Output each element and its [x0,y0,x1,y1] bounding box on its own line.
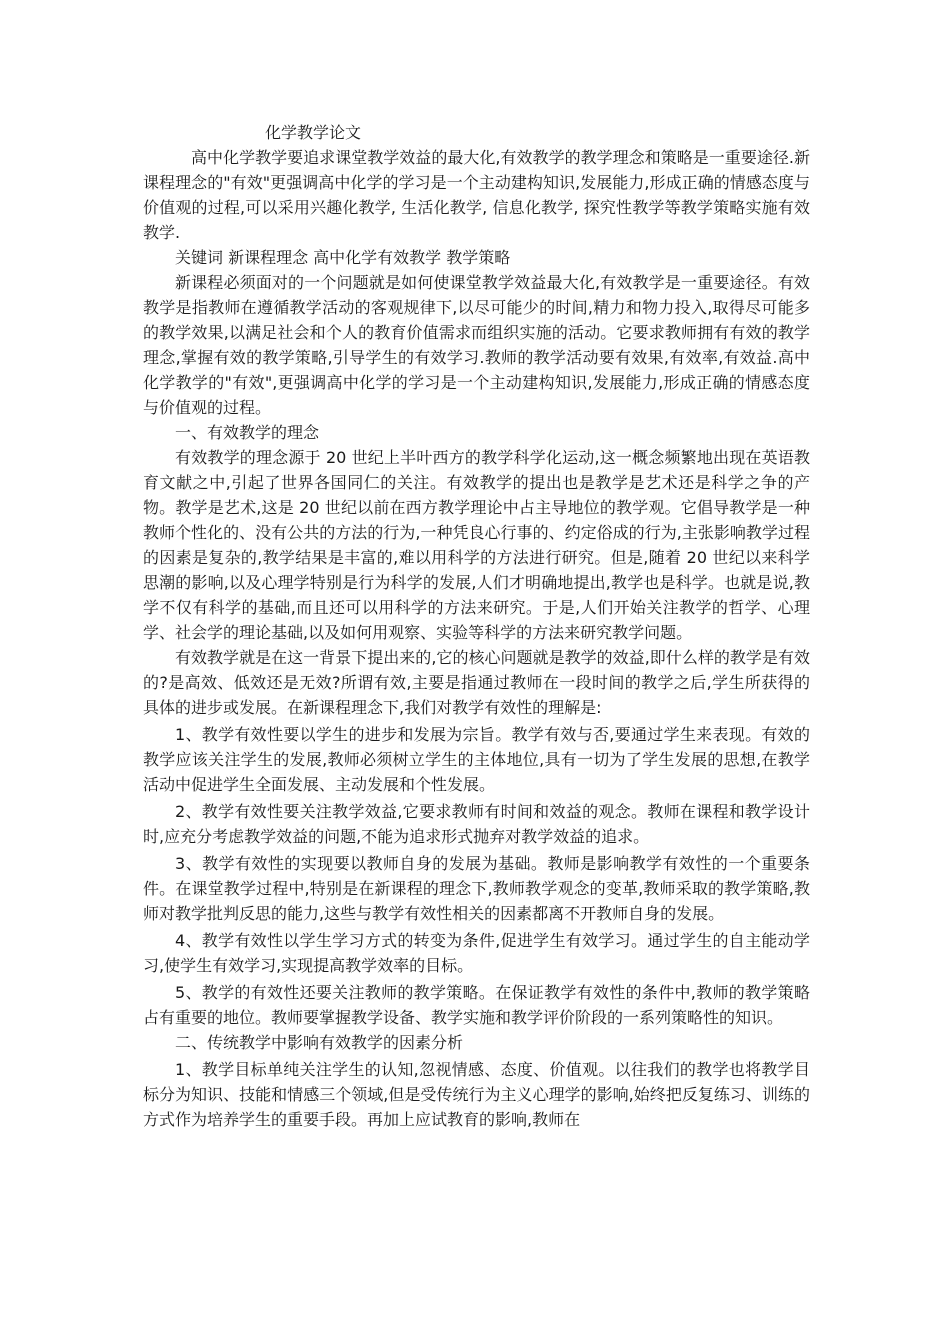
list-item: 4、教学有效性以学生学习方式的转变为条件,促进学生有效学习。通过学生的自主能动学习,使学生有效学习,实现提高教学效率的目标。 [143,931,810,975]
list-item: 3、教学有效性的实现要以教师自身的发展为基础。教师是影响教学有效性的一个重要条件。在课堂教学过程中,特别是在新课程的理念下,教师教学观念的变革,教师采取的教学策略,教师对教学批判反思的能力,这些与教学有效性相关的因素都离不开教师自身的发展。 [143,854,810,923]
body-paragraph: 新课程必须面对的一个问题就是如何使课堂教学效益最大化,有效教学是一重要途径。有效教学是指教师在遵循教学活动的客观规律下,以尽可能少的时间,精力和物力投入,取得尽可能多的教学效果,以满足社会和个人的教育价值需求而组织实施的活动。它要求教师拥有有效的教学理念,掌握有效的教学策略,引导学生的有效学习.教师的教学活动要有效果,有效率,有效益.高中化学教学的"有效",更强调高中化学的学习是一个主动建构知识,发展能力,形成正确的情感态度与价值观的过程。 [143,273,810,417]
list-item: 1、教学有效性要以学生的进步和发展为宗旨。教学有效与否,要通过学生来表现。有效的教学应该关注学生的发展,教师必须树立学生的主体地位,具有一切为了学生发展的思想,在教学活动中促进学生全面发展、主动发展和个性发展。 [143,725,810,794]
list-item: 2、教学有效性要关注教学效益,它要求教师有时间和效益的观念。教师在课程和教学设计时,应充分考虑教学效益的问题,不能为追求形式抛弃对教学效益的追求。 [143,802,810,846]
document-page [143,120,810,1132]
section-heading: 二、传统教学中影响有效教学的因素分析 [175,1033,464,1052]
document-title: 化学教学论文 [265,123,362,142]
keywords-line: 关键词 新课程理念 高中化学有效教学 教学策略 [175,248,511,267]
section-heading: 一、有效教学的理念 [175,423,320,442]
list-item: 5、教学的有效性还要关注教师的教学策略。在保证教学有效性的条件中,教师的教学策略占有重要的地位。教师要掌握教学设备、教学实施和教学评价阶段的一系列策略性的知识。 [143,983,810,1027]
body-paragraph: 有效教学的理念源于 20 世纪上半叶西方的教学科学化运动,这一概念频繁地出现在英语教育文献之中,引起了世界各国同仁的关注。有效教学的提出也是教学是艺术还是科学之争的产物。教学是艺术,这是 20 世纪以前在西方教学理论中占主导地位的教学观。它倡导教学是一种教师个性化的、没有公共的方法的行为,一种凭良心行事的、约定俗成的行为,主张影响教学过程的因素是复杂的,教学结果是丰富的,难以用科学的方法进行研究。但是,随着 20 世纪以来科学思潮的影响,以及心理学特别是行为科学的发展,人们才明确地提出,教学也是科学。也就是说,教学不仅有科学的基础,而且还可以用科学的方法来研究。于是,人们开始关注教学的哲学、心理学、社会学的理论基础,以及如何用观察、实验等科学的方法来研究教学问题。 [143,448,810,642]
intro-paragraph: 高中化学教学要追求课堂教学效益的最大化,有效教学的教学理念和策略是一重要途径.新课程理念的"有效"更强调高中化学的学习是一个主动建构知识,发展能力,形成正确的情感态度与价值观的过程,可以采用兴趣化教学, 生活化教学, 信息化教学, 探究性教学等教学策略实施有效教学. [143,148,810,242]
list-item: 1、教学目标单纯关注学生的认知,忽视情感、态度、价值观。以往我们的教学也将教学目标分为知识、技能和情感三个领域,但是受传统行为主义心理学的影响,始终把反复练习、训练的方式作为培养学生的重要手段。再加上应试教育的影响,教师在 [143,1060,810,1129]
body-paragraph: 有效教学就是在这一背景下提出来的,它的核心问题就是教学的效益,即什么样的教学是有效的?是高效、低效还是无效?所谓有效,主要是指通过教师在一段时间的教学之后,学生所获得的具体的进步或发展。在新课程理念下,我们对教学有效性的理解是: [143,648,810,717]
